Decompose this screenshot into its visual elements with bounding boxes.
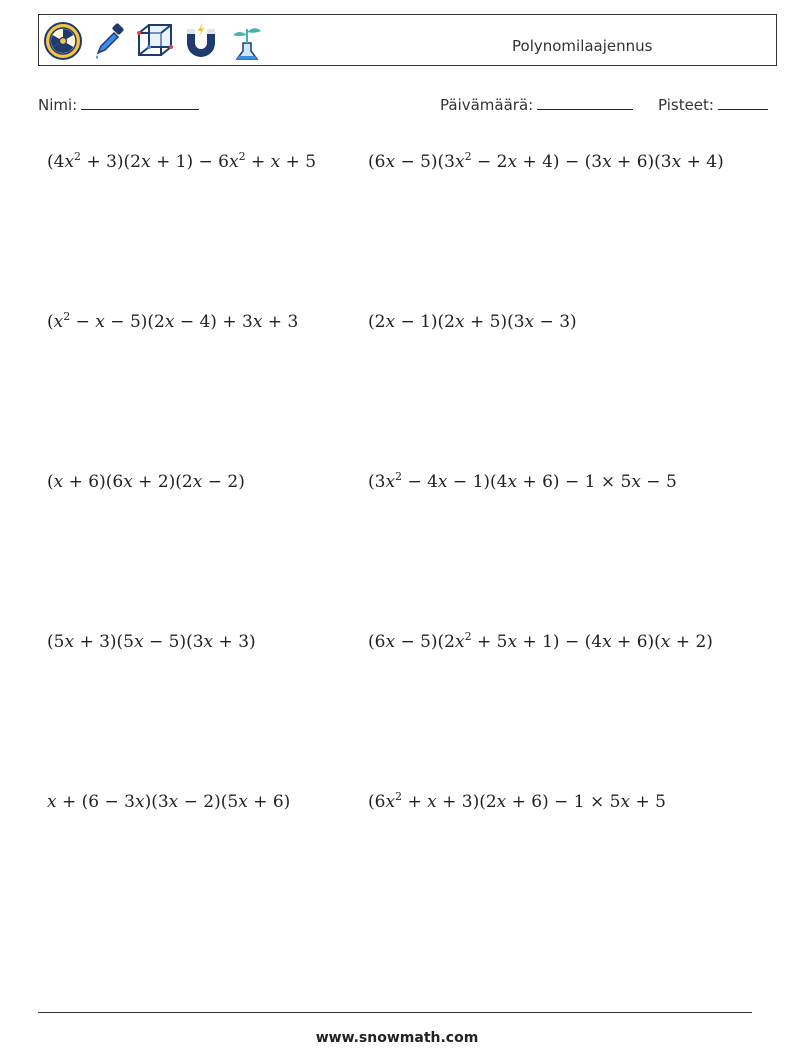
- header-icons: [43, 19, 267, 63]
- date-label: Päivämäärä:: [440, 96, 534, 114]
- problem-8: $(6x - 5)(2x^2 + 5x + 1) - (4x + 6)(x + 2)$: [368, 630, 713, 652]
- problem-5: (x + 6)(6x + 2)(2x − 2): [47, 472, 245, 492]
- header-box: [38, 14, 777, 66]
- problem-6: $(3x^2 - 4x - 1)(4x + 6) - 1 \times 5x - 5$: [368, 470, 677, 492]
- name-field[interactable]: [38, 94, 199, 114]
- name-blank[interactable]: [81, 94, 199, 110]
- cube-icon: [135, 21, 175, 61]
- footer-website[interactable]: www.snowmath.com: [315, 1030, 479, 1046]
- date-blank[interactable]: [537, 94, 633, 110]
- problem-9: x + (6 − 3x)(3x − 2)(5x + 6): [47, 792, 291, 812]
- problem-3: $(x^2 - x - 5)(2x - 4) + 3x + 3$: [47, 310, 299, 332]
- magnet-icon: [181, 21, 221, 61]
- problem-4: (2x − 1)(2x + 5)(3x − 3): [368, 312, 577, 332]
- radiation-icon: [43, 21, 83, 61]
- score-blank[interactable]: [718, 94, 768, 110]
- problem-7: (5x + 3)(5x − 5)(3x + 3): [47, 632, 256, 652]
- problem-2: $(6x - 5)(3x^2 - 2x + 4) - (3x + 6)(3x + 4)$: [368, 150, 724, 172]
- footer-divider: [38, 1012, 752, 1013]
- problem-10: $(6x^2 + x + 3)(2x + 6) - 1 \times 5x + 5$: [368, 790, 666, 812]
- date-field[interactable]: [440, 94, 633, 114]
- score-field[interactable]: [658, 94, 768, 114]
- name-label: Nimi:: [38, 96, 78, 114]
- problem-1: $(4x^2 + 3)(2x + 1) - 6x^2 + x + 5$: [47, 150, 317, 172]
- pipette-icon: [89, 21, 129, 61]
- plant-flask-icon: [227, 21, 267, 61]
- worksheet-title: Polynomilaajennus: [512, 37, 653, 55]
- score-label: Pisteet:: [658, 96, 714, 114]
